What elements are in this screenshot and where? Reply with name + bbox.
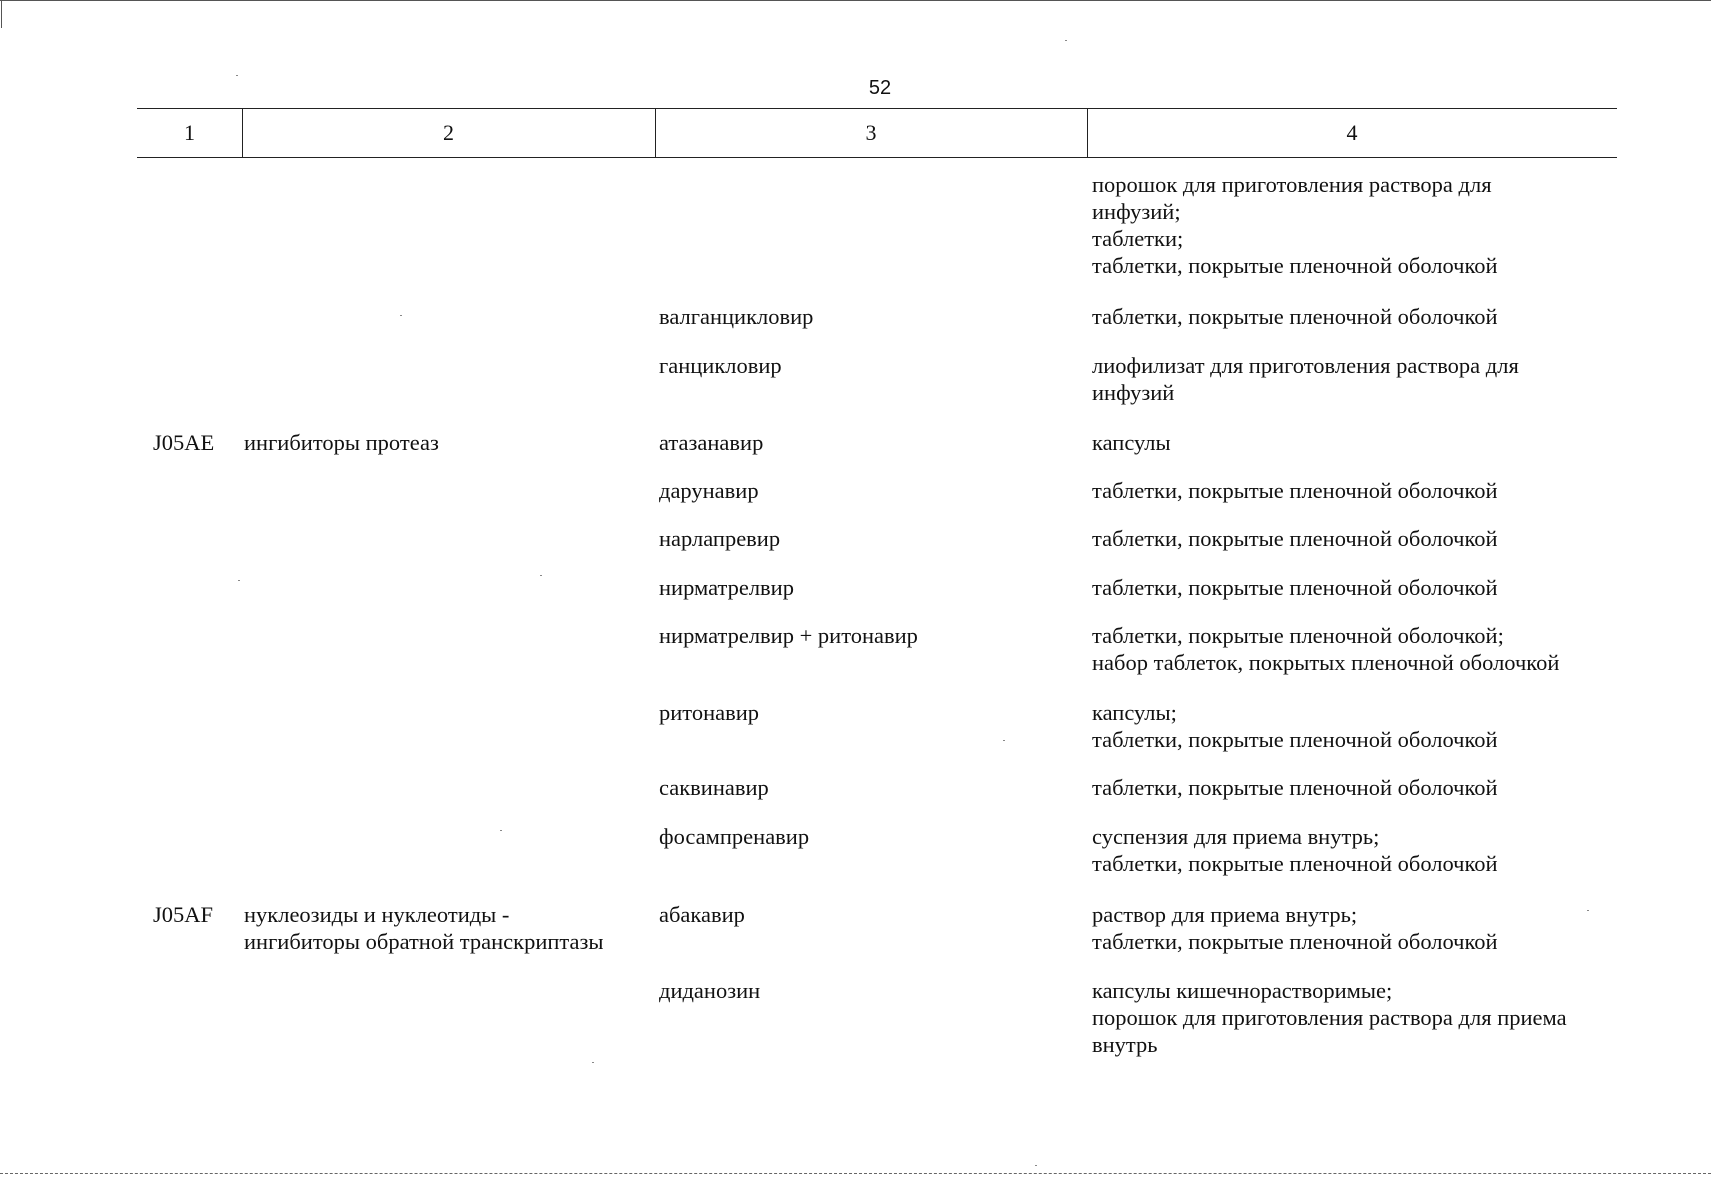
dosage-form-line: суспензия для приема внутрь;	[1092, 824, 1380, 849]
header-col-1: 1	[184, 120, 195, 145]
scan-speck	[500, 830, 502, 831]
group-name-line: нуклеозиды и нуклеотиды -	[244, 902, 510, 927]
dosage-form-line: лиофилизат для приготовления раствора для	[1092, 353, 1519, 378]
dosage-form-line: таблетки, покрытые пленочной оболочкой;	[1092, 623, 1504, 648]
dosage-form-line: таблетки, покрытые пленочной оболочкой	[1092, 526, 1498, 551]
dosage-form-line: таблетки, покрытые пленочной оболочкой	[1092, 304, 1498, 329]
dosage-form-line: капсулы;	[1092, 700, 1177, 725]
dosage-form-line: таблетки;	[1092, 226, 1184, 251]
dosage-form-line: порошок для приготовления раствора для приема	[1092, 1005, 1567, 1030]
drug-name: дарунавир	[659, 478, 759, 503]
dosage-form-line: инфузий	[1092, 380, 1175, 405]
header-col-4: 4	[1346, 120, 1358, 145]
dosage-form-line: таблетки, покрытые пленочной оболочкой	[1092, 775, 1498, 800]
header-col-2: 2	[443, 120, 454, 145]
scan-edge-top	[0, 0, 1711, 2]
dosage-form-line: таблетки, покрытые пленочной оболочкой	[1092, 727, 1498, 752]
dosage-form-line: капсулы кишечнорастворимые;	[1092, 978, 1393, 1003]
scan-speck	[236, 75, 238, 76]
scan-edge-bottom	[0, 1173, 1711, 1174]
drug-name: нарлапревир	[659, 526, 781, 551]
scan-speck	[540, 575, 542, 576]
drug-name: нирматрелвир	[659, 575, 794, 600]
dosage-form-line: таблетки, покрытые пленочной оболочкой	[1092, 478, 1498, 503]
drug-name: ритонавир	[659, 700, 760, 725]
scan-speck	[1035, 1165, 1037, 1166]
group-name-line: ингибиторы протеаз	[244, 430, 439, 455]
drug-name: нирматрелвир + ритонавир	[659, 623, 918, 648]
dosage-form-line: внутрь	[1092, 1032, 1158, 1057]
dosage-form-line: набор таблеток, покрытых пленочной оболочкой	[1092, 650, 1560, 675]
scan-speck	[592, 1062, 594, 1063]
page-number: 52	[868, 77, 892, 99]
scan-speck	[1003, 740, 1005, 741]
atc-code: J05AF	[153, 902, 214, 927]
atc-code: J05AE	[153, 430, 215, 455]
drug-name: ганцикловир	[659, 353, 782, 378]
header-col-3: 3	[865, 120, 877, 145]
dosage-form-line: таблетки, покрытые пленочной оболочкой	[1092, 253, 1498, 278]
drug-name: атазанавир	[659, 430, 764, 455]
table-header	[137, 108, 1617, 158]
dosage-form-line: раствор для приема внутрь;	[1092, 902, 1358, 927]
dosage-form-line: таблетки, покрытые пленочной оболочкой	[1092, 851, 1498, 876]
dosage-form-line: таблетки, покрытые пленочной оболочкой	[1092, 929, 1498, 954]
drug-name: абакавир	[659, 902, 745, 927]
drug-name: саквинавир	[659, 775, 769, 800]
dosage-form-line: капсулы	[1092, 430, 1171, 455]
drug-name: валганцикловир	[659, 304, 814, 329]
scan-speck	[1065, 40, 1067, 41]
scan-speck	[1587, 910, 1589, 911]
drug-name: фосампренавир	[659, 824, 810, 849]
scan-speck	[238, 580, 240, 581]
dosage-form-line: таблетки, покрытые пленочной оболочкой	[1092, 575, 1498, 600]
dosage-form-line: инфузий;	[1092, 199, 1181, 224]
scan-speck	[400, 315, 402, 316]
scan-edge-left	[1, 0, 2, 28]
drug-name: диданозин	[659, 978, 761, 1003]
dosage-form-line: порошок для приготовления раствора для	[1092, 172, 1492, 197]
group-name-line: ингибиторы обратной транскриптазы	[244, 929, 604, 954]
